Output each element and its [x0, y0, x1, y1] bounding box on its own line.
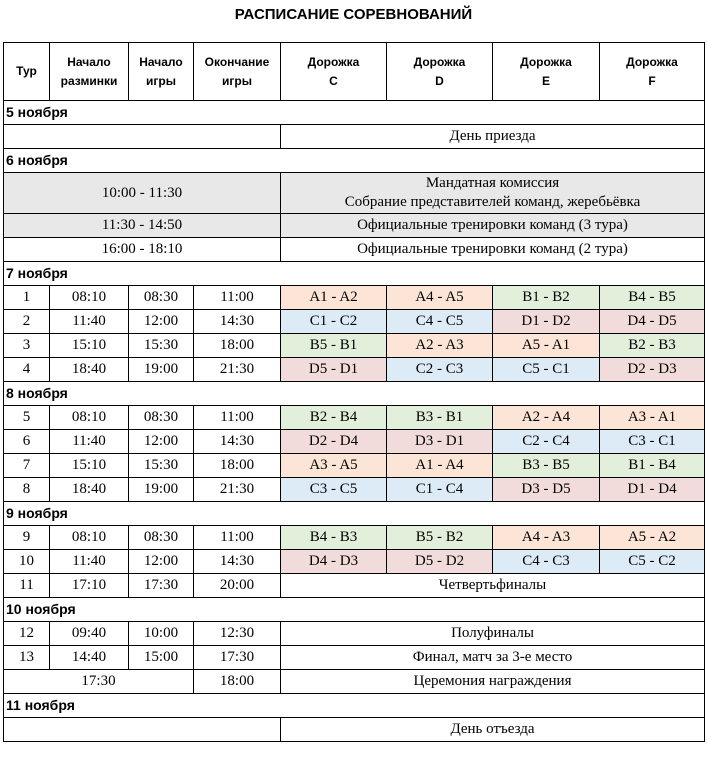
tour-cell: 1: [4, 286, 50, 310]
event-cell: День отъезда: [281, 718, 705, 742]
event-cell: Официальные тренировки команд (2 тура): [281, 238, 705, 262]
match-cell: C1 - C2: [281, 310, 387, 334]
warmup-cell: 08:10: [50, 526, 129, 550]
day-row: [4, 382, 705, 406]
header-row: [4, 43, 705, 101]
event-row: [4, 718, 705, 742]
start-cell: 08:30: [129, 286, 194, 310]
warmup-cell: 08:10: [50, 286, 129, 310]
match-cell: D2 - D3: [600, 358, 705, 382]
match-cell: B3 - B1: [387, 406, 493, 430]
header-warmup: Начало разминки: [50, 43, 129, 101]
day-row: [4, 694, 705, 718]
day-label: 8 ноября: [4, 382, 705, 406]
warmup-cell: 15:10: [50, 334, 129, 358]
tour-cell: 13: [4, 646, 50, 670]
start-cell: 15:30: [129, 334, 194, 358]
event-cell: Четвертьфиналы: [281, 574, 705, 598]
warmup-cell: 11:40: [50, 430, 129, 454]
match-cell: A1 - A2: [281, 286, 387, 310]
match-cell: C5 - C2: [600, 550, 705, 574]
event-cell: Полуфиналы: [281, 622, 705, 646]
match-row: [4, 334, 705, 358]
event-cell: День приезда: [281, 125, 705, 149]
day-label: 6 ноября: [4, 149, 705, 173]
end-cell: 14:30: [194, 430, 281, 454]
match-cell: C2 - C3: [387, 358, 493, 382]
day-label: 5 ноября: [4, 101, 705, 125]
match-cell: B2 - B4: [281, 406, 387, 430]
end-cell: 18:00: [194, 454, 281, 478]
match-row: [4, 406, 705, 430]
time-range-cell: 11:30 - 14:50: [4, 214, 281, 238]
match-cell: C4 - C5: [387, 310, 493, 334]
header-end: Окончание игры: [194, 43, 281, 101]
tour-cell: 12: [4, 622, 50, 646]
warmup-cell: 18:40: [50, 478, 129, 502]
end-cell: 11:00: [194, 406, 281, 430]
match-cell: A1 - A4: [387, 454, 493, 478]
end-cell: 21:30: [194, 478, 281, 502]
day-label: 11 ноября: [4, 694, 705, 718]
event-cell: Мандатная комиссия Собрание представителей команд, жеребьёвка: [281, 173, 705, 214]
match-cell: A2 - A4: [493, 406, 600, 430]
schedule-table: [3, 42, 705, 742]
day-row: [4, 598, 705, 622]
match-cell: D4 - D3: [281, 550, 387, 574]
event-row: [4, 173, 705, 214]
day-label: 10 ноября: [4, 598, 705, 622]
end-cell: 11:00: [194, 526, 281, 550]
time-range-cell: 10:00 - 11:30: [4, 173, 281, 214]
event-row: [4, 214, 705, 238]
start-cell: 12:00: [129, 550, 194, 574]
start-cell: 17:30: [4, 670, 194, 694]
header-lane-f: Дорожка F: [600, 43, 705, 101]
match-cell: B3 - B5: [493, 454, 600, 478]
tour-cell: 10: [4, 550, 50, 574]
time-range-cell: 16:00 - 18:10: [4, 238, 281, 262]
match-row: [4, 478, 705, 502]
match-cell: C1 - C4: [387, 478, 493, 502]
match-cell: D1 - D4: [600, 478, 705, 502]
match-cell: C4 - C3: [493, 550, 600, 574]
day-row: [4, 149, 705, 173]
end-cell: 18:00: [194, 334, 281, 358]
day-row: [4, 262, 705, 286]
match-cell: A3 - A5: [281, 454, 387, 478]
end-cell: 20:00: [194, 574, 281, 598]
tour-cell: 7: [4, 454, 50, 478]
end-cell: 21:30: [194, 358, 281, 382]
match-cell: D5 - D1: [281, 358, 387, 382]
end-cell: 14:30: [194, 550, 281, 574]
match-cell: A4 - A5: [387, 286, 493, 310]
empty-cell: [4, 125, 281, 149]
stage-row: [4, 670, 705, 694]
warmup-cell: 09:40: [50, 622, 129, 646]
match-row: [4, 550, 705, 574]
match-cell: A5 - A1: [493, 334, 600, 358]
end-cell: 17:30: [194, 646, 281, 670]
match-cell: A3 - A1: [600, 406, 705, 430]
tour-cell: 5: [4, 406, 50, 430]
start-cell: 08:30: [129, 406, 194, 430]
match-cell: B4 - B5: [600, 286, 705, 310]
event-cell: Финал, матч за 3-е место: [281, 646, 705, 670]
end-cell: 11:00: [194, 286, 281, 310]
match-cell: A2 - A3: [387, 334, 493, 358]
event-cell: Церемония награждения: [281, 670, 705, 694]
tour-cell: 4: [4, 358, 50, 382]
warmup-cell: 17:10: [50, 574, 129, 598]
start-cell: 08:30: [129, 526, 194, 550]
header-lane-e: Дорожка E: [493, 43, 600, 101]
match-row: [4, 454, 705, 478]
match-cell: B1 - B2: [493, 286, 600, 310]
match-cell: C2 - C4: [493, 430, 600, 454]
match-cell: C3 - C5: [281, 478, 387, 502]
tour-cell: 8: [4, 478, 50, 502]
page-title: РАСПИСАНИЕ СОРЕВНОВАНИЙ: [234, 6, 473, 23]
match-cell: B5 - B1: [281, 334, 387, 358]
match-row: [4, 310, 705, 334]
match-cell: A4 - A3: [493, 526, 600, 550]
stage-row: [4, 646, 705, 670]
tour-cell: 3: [4, 334, 50, 358]
match-row: [4, 526, 705, 550]
empty-cell: [4, 718, 281, 742]
match-row: [4, 430, 705, 454]
match-cell: B2 - B3: [600, 334, 705, 358]
day-label: 9 ноября: [4, 502, 705, 526]
start-cell: 17:30: [129, 574, 194, 598]
tour-cell: 2: [4, 310, 50, 334]
warmup-cell: 14:40: [50, 646, 129, 670]
day-row: [4, 101, 705, 125]
event-row: [4, 125, 705, 149]
tour-cell: 11: [4, 574, 50, 598]
end-cell: 18:00: [194, 670, 281, 694]
match-cell: D3 - D5: [493, 478, 600, 502]
event-row: [4, 238, 705, 262]
match-cell: D4 - D5: [600, 310, 705, 334]
header-start: Начало игры: [129, 43, 194, 101]
match-cell: B1 - B4: [600, 454, 705, 478]
start-cell: 10:00: [129, 622, 194, 646]
warmup-cell: 08:10: [50, 406, 129, 430]
header-lane-c: Дорожка C: [281, 43, 387, 101]
start-cell: 12:00: [129, 310, 194, 334]
start-cell: 19:00: [129, 478, 194, 502]
match-row: [4, 358, 705, 382]
warmup-cell: 11:40: [50, 550, 129, 574]
match-cell: A5 - A2: [600, 526, 705, 550]
start-cell: 19:00: [129, 358, 194, 382]
match-cell: B4 - B3: [281, 526, 387, 550]
match-cell: D3 - D1: [387, 430, 493, 454]
tour-cell: 9: [4, 526, 50, 550]
day-row: [4, 502, 705, 526]
day-label: 7 ноября: [4, 262, 705, 286]
tour-cell: 6: [4, 430, 50, 454]
warmup-cell: 18:40: [50, 358, 129, 382]
match-cell: C5 - C1: [493, 358, 600, 382]
match-cell: B5 - B2: [387, 526, 493, 550]
match-cell: D1 - D2: [493, 310, 600, 334]
warmup-cell: 15:10: [50, 454, 129, 478]
warmup-cell: 11:40: [50, 310, 129, 334]
header-lane-d: Дорожка D: [387, 43, 493, 101]
event-cell: Официальные тренировки команд (3 тура): [281, 214, 705, 238]
match-cell: D2 - D4: [281, 430, 387, 454]
stage-row: [4, 574, 705, 598]
match-cell: D5 - D2: [387, 550, 493, 574]
start-cell: 12:00: [129, 430, 194, 454]
end-cell: 14:30: [194, 310, 281, 334]
match-row: [4, 286, 705, 310]
start-cell: 15:00: [129, 646, 194, 670]
match-cell: C3 - C1: [600, 430, 705, 454]
start-cell: 15:30: [129, 454, 194, 478]
end-cell: 12:30: [194, 622, 281, 646]
header-tour: Тур: [4, 43, 50, 101]
stage-row: [4, 622, 705, 646]
